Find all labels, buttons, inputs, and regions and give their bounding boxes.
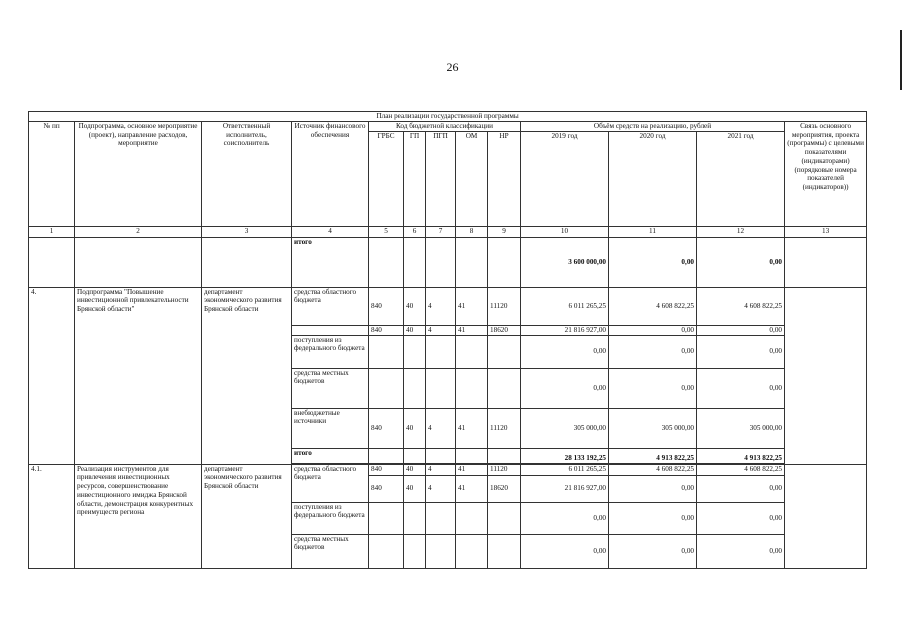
table-row [29, 237, 867, 287]
gp-cell: 40 [404, 287, 426, 325]
header-executor: Ответственный исполнитель, соисполнитель [202, 121, 292, 226]
header-np: НР [488, 131, 521, 226]
table-row [29, 464, 867, 475]
header-2021: 2021 год [697, 131, 785, 226]
column-number: 8 [456, 226, 488, 237]
header-2019: 2019 год [521, 131, 609, 226]
column-number: 2 [75, 226, 202, 237]
header-source: Источник финансового обеспечения [292, 121, 369, 226]
total-2021: 0,00 [697, 237, 785, 287]
total-2020: 4 913 822,25 [609, 448, 697, 463]
np-cell: 18620 [488, 475, 521, 502]
amount-2019: 21 816 927,00 [521, 475, 609, 502]
gp-cell: 40 [404, 408, 426, 448]
header-2020: 2020 год [609, 131, 697, 226]
column-number: 11 [609, 226, 697, 237]
gp-cell: 40 [404, 325, 426, 335]
amount-2020: 0,00 [609, 475, 697, 502]
scan-edge-mark [900, 30, 902, 90]
grbs-cell: 840 [369, 287, 404, 325]
pgp-cell: 4 [426, 408, 456, 448]
np-cell: 18620 [488, 325, 521, 335]
column-number: 12 [697, 226, 785, 237]
amount-2021: 4 608 822,25 [697, 464, 785, 475]
amount-2021: 0,00 [697, 368, 785, 408]
amount-2020: 0,00 [609, 534, 697, 568]
om-cell: 41 [456, 408, 488, 448]
source-cell: средства областного бюджета [292, 287, 369, 325]
amount-2019: 0,00 [521, 534, 609, 568]
total-label: итого [292, 237, 369, 287]
page-number: 26 [446, 60, 459, 74]
section-title: Подпрограмма "Повышение инвестиционной привлекательности Брянской области" [75, 287, 202, 464]
amount-2020: 305 000,00 [609, 408, 697, 448]
amount-2020: 0,00 [609, 502, 697, 534]
amount-2021: 305 000,00 [697, 408, 785, 448]
section-number: 4. [29, 287, 75, 464]
amount-2020: 0,00 [609, 335, 697, 368]
source-cell: средства местных бюджетов [292, 368, 369, 408]
amount-2019: 0,00 [521, 368, 609, 408]
table-caption: План реализации государственной программы [29, 112, 867, 122]
amount-2021: 0,00 [697, 475, 785, 502]
pgp-cell: 4 [426, 325, 456, 335]
header-num: № пп [29, 121, 75, 226]
amount-2020: 4 608 822,25 [609, 287, 697, 325]
header-link: Связь основного мероприятия, проекта (программы) с целевыми показателями (индикаторами) (порядковые номера показателей (индикаторов)) [785, 121, 867, 226]
header-budget-code: Код бюджетной классификации [369, 121, 521, 131]
source-cell [292, 325, 369, 335]
om-cell: 41 [456, 325, 488, 335]
amount-2019: 6 011 265,25 [521, 464, 609, 475]
amount-2019: 305 000,00 [521, 408, 609, 448]
amount-2019: 0,00 [521, 335, 609, 368]
table-row [29, 287, 867, 325]
column-number: 10 [521, 226, 609, 237]
amount-2020: 0,00 [609, 325, 697, 335]
section-executor: департамент экономического развития Брянской области [202, 464, 292, 568]
source-cell: поступления из федерального бюджета [292, 335, 369, 368]
header-pgp: ПГП [426, 131, 456, 226]
header-subprogram: Подпрограмма, основное мероприятие (проект), направление расходов, мероприятие [75, 121, 202, 226]
column-number: 6 [404, 226, 426, 237]
column-number: 1 [29, 226, 75, 237]
column-number: 13 [785, 226, 867, 237]
amount-2019: 21 816 927,00 [521, 325, 609, 335]
gp-cell: 40 [404, 464, 426, 475]
total-2019: 3 600 000,00 [521, 237, 609, 287]
amount-2020: 4 608 822,25 [609, 464, 697, 475]
column-number: 3 [202, 226, 292, 237]
header-volume: Объём средств на реализацию, рублей [521, 121, 785, 131]
column-number: 5 [369, 226, 404, 237]
om-cell: 41 [456, 464, 488, 475]
source-cell: средства областного бюджета [292, 464, 369, 502]
column-number: 7 [426, 226, 456, 237]
np-cell: 11120 [488, 408, 521, 448]
pgp-cell: 4 [426, 287, 456, 325]
section-number: 4.1. [29, 464, 75, 568]
header-grbs: ГРБС [369, 131, 404, 226]
amount-2021: 0,00 [697, 502, 785, 534]
amount-2019: 6 011 265,25 [521, 287, 609, 325]
column-number: 9 [488, 226, 521, 237]
np-cell: 11120 [488, 464, 521, 475]
section-executor: департамент экономического развития Брянской области [202, 287, 292, 464]
total-2021: 4 913 822,25 [697, 448, 785, 463]
program-plan-table [28, 111, 867, 569]
grbs-cell: 840 [369, 475, 404, 502]
om-cell: 41 [456, 287, 488, 325]
amount-2021: 0,00 [697, 534, 785, 568]
gp-cell: 40 [404, 475, 426, 502]
grbs-cell: 840 [369, 325, 404, 335]
amount-2020: 0,00 [609, 368, 697, 408]
grbs-cell: 840 [369, 408, 404, 448]
grbs-cell: 840 [369, 464, 404, 475]
pgp-cell: 4 [426, 475, 456, 502]
amount-2019: 0,00 [521, 502, 609, 534]
header-om: ОМ [456, 131, 488, 226]
source-cell: средства местных бюджетов [292, 534, 369, 568]
amount-2021: 0,00 [697, 325, 785, 335]
amount-2021: 0,00 [697, 335, 785, 368]
pgp-cell: 4 [426, 464, 456, 475]
total-2020: 0,00 [609, 237, 697, 287]
om-cell: 41 [456, 475, 488, 502]
total-label: итого [292, 448, 369, 463]
header-gp: ГП [404, 131, 426, 226]
source-cell: внебюджетные источники [292, 408, 369, 448]
np-cell: 11120 [488, 287, 521, 325]
total-2019: 28 133 192,25 [521, 448, 609, 463]
column-number: 4 [292, 226, 369, 237]
amount-2021: 4 608 822,25 [697, 287, 785, 325]
section-title: Реализация инструментов для привлечения инвестиционных ресурсов, совершенствование инвестиционного имиджа Брянской области, демонстрация конкурентных преимуществ региона [75, 464, 202, 568]
source-cell: поступления из федерального бюджета [292, 502, 369, 534]
